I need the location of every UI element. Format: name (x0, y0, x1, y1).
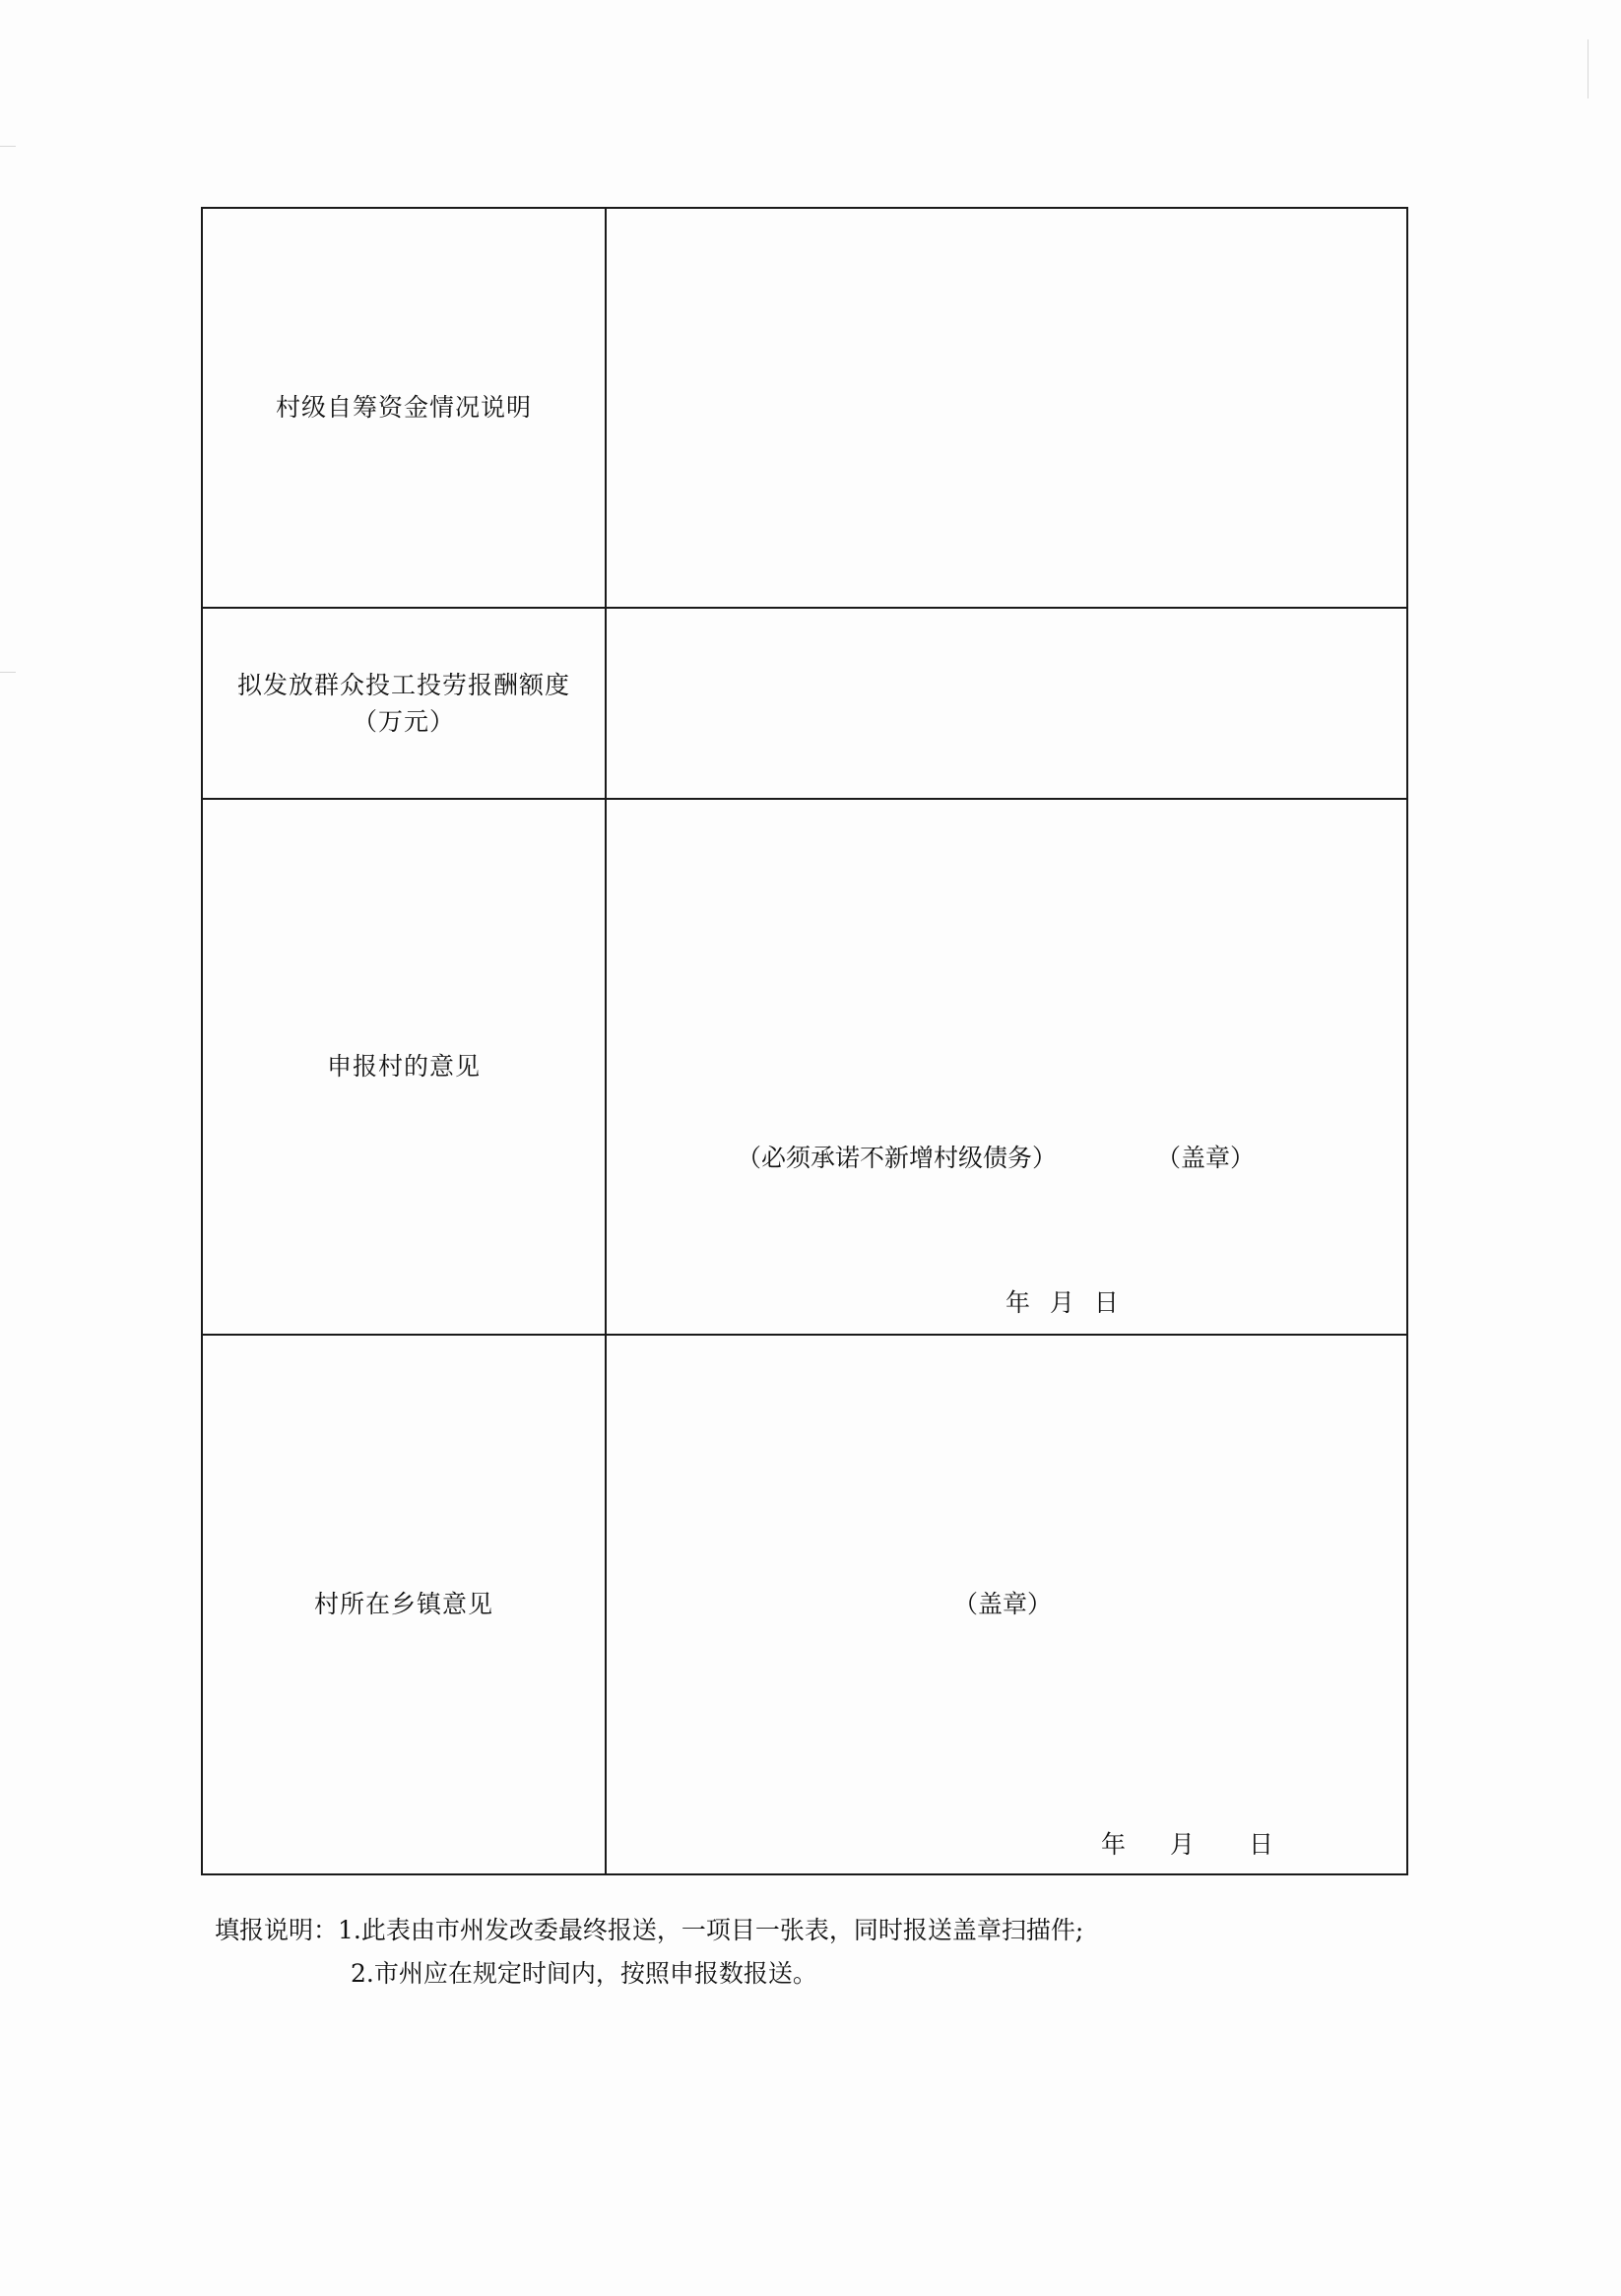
table-row (202, 608, 1407, 799)
township-opinion-label: 村所在乡镇意见 (313, 1590, 493, 1619)
scan-edge-mark-top (0, 146, 16, 147)
date-day-label: 日 (1249, 1830, 1274, 1859)
village-stamp-label: （盖章） (1156, 1144, 1256, 1172)
table-row (202, 799, 1407, 1335)
labor-remuneration-value (607, 609, 1406, 798)
table-row (202, 208, 1407, 608)
self-funding-value (607, 209, 1406, 607)
village-opinion-date: 年 月 日 (1005, 1288, 1125, 1317)
labor-remuneration-label-cell (202, 608, 606, 799)
no-new-debt-pledge: （必须承诺不新增村级债务） (737, 1144, 1058, 1172)
application-form-table (201, 207, 1408, 1875)
self-funding-value-cell[interactable] (606, 208, 1407, 608)
township-opinion-date (1101, 1826, 1273, 1864)
labor-remuneration-value-cell[interactable] (606, 608, 1407, 799)
township-opinion-value-cell[interactable] (606, 1335, 1407, 1874)
labor-remuneration-unit: （万元） (352, 707, 455, 736)
township-stamp-label: （盖章） (953, 1590, 1053, 1618)
labor-remuneration-label: 拟发放群众投工投劳报酬额度 (236, 670, 570, 699)
township-opinion-content (607, 1336, 1406, 1873)
date-year-label: 年 (1101, 1830, 1127, 1859)
village-opinion-label-cell (202, 799, 606, 1335)
instruction-line-1: 填报说明：1.此表由市州发改委最终报送，一项目一张表，同时报送盖章扫描件; (215, 1916, 1084, 1944)
village-opinion-label: 申报村的意见 (326, 1052, 481, 1082)
township-opinion-label-cell (202, 1335, 606, 1874)
filling-instructions (215, 1909, 1083, 1996)
village-opinion-value-cell[interactable] (606, 799, 1407, 1335)
scan-edge-mark-right (1588, 39, 1589, 98)
instruction-line-2: 2.市州应在规定时间内，按照申报数报送。 (351, 1959, 817, 1988)
self-funding-label: 村级自筹资金情况说明 (275, 393, 532, 423)
self-funding-label-cell (202, 208, 606, 608)
date-month-label: 月 (1170, 1830, 1196, 1859)
scan-edge-mark-left (0, 672, 16, 673)
table-row (202, 1335, 1407, 1874)
village-opinion-content (607, 800, 1406, 1334)
